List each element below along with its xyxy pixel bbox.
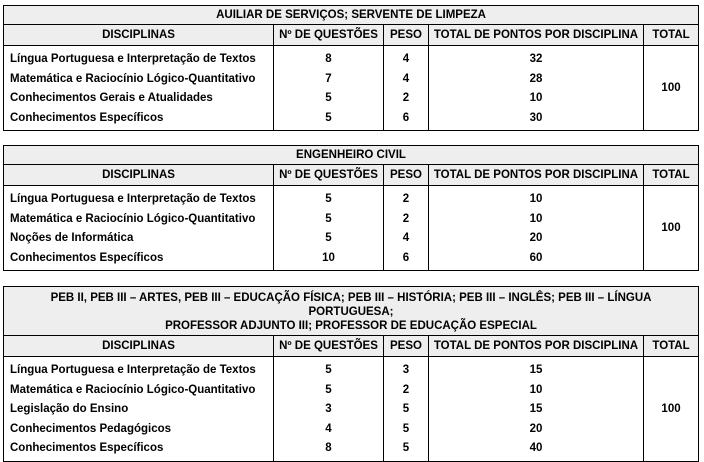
questoes-cell: 7 <box>325 72 332 85</box>
peso-cell: 5 <box>402 442 410 454</box>
header-peso: PESO <box>384 25 429 46</box>
peso-cell: 2 <box>402 92 410 104</box>
questoes-column <box>274 357 384 462</box>
peso-cell: 5 <box>402 403 410 415</box>
pontos-cell: 30 <box>529 111 543 124</box>
questoes-cell: 5 <box>325 111 332 124</box>
peso-column <box>384 186 429 271</box>
disciplina-cell: Noções de Informática <box>10 232 134 244</box>
questoes-column <box>274 46 384 131</box>
pontos-cell: 20 <box>529 422 543 435</box>
table-title-line1: PEB II, PEB III – ARTES, PEB III – EDUCAÇÃO FÍSICA; PEB III – HISTÓRIA; PEB III – INGLÊS; PEB III – LÍNGUA PORTUGUESA; <box>50 292 652 318</box>
peso-cell: 4 <box>402 232 410 244</box>
disciplina-cell: Conhecimentos Pedagógicos <box>10 422 172 435</box>
disciplina-cell: Língua Portuguesa e Interpretação de Textos <box>10 53 256 65</box>
header-total: TOTAL <box>644 336 699 357</box>
disciplina-cell: Língua Portuguesa e Interpretação de Textos <box>10 193 256 205</box>
questoes-cell: 3 <box>325 403 332 415</box>
questoes-cell: 4 <box>325 422 332 435</box>
pontos-cell: 28 <box>529 72 543 85</box>
disciplina-cell: Língua Portuguesa e Interpretação de Textos <box>10 364 256 376</box>
table-engenheiro-civil <box>3 145 698 271</box>
questoes-cell: 10 <box>322 251 335 264</box>
total-cell: 100 <box>644 46 699 131</box>
header-total: TOTAL <box>644 165 699 186</box>
peso-cell: 6 <box>402 251 410 264</box>
pontos-cell: 10 <box>529 212 543 225</box>
pontos-column <box>429 46 644 131</box>
table-auxiliar-servicos <box>3 5 698 131</box>
header-pontos: TOTAL DE PONTOS POR DISCIPLINA <box>429 165 644 186</box>
peso-cell: 3 <box>402 364 410 376</box>
header-disciplinas: DISCIPLINAS <box>4 165 274 186</box>
disciplinas-column <box>4 357 274 462</box>
header-questoes: Nº DE QUESTÕES <box>274 336 384 357</box>
disciplina-cell: Matemática e Raciocínio Lógico-Quantitativo <box>10 212 256 225</box>
header-disciplinas: DISCIPLINAS <box>4 336 274 357</box>
disciplina-cell: Conhecimentos Gerais e Atualidades <box>10 92 213 104</box>
questoes-cell: 5 <box>325 232 332 244</box>
disciplina-cell: Matemática e Raciocínio Lógico-Quantitativo <box>10 72 256 85</box>
peso-cell: 6 <box>402 111 410 124</box>
disciplina-cell: Conhecimentos Específicos <box>10 111 164 124</box>
pontos-cell: 10 <box>529 383 543 396</box>
pontos-column <box>429 186 644 271</box>
questoes-cell: 5 <box>325 92 332 104</box>
peso-column <box>384 46 429 131</box>
pontos-cell: 20 <box>529 232 543 244</box>
header-peso: PESO <box>384 336 429 357</box>
disciplina-cell: Legislação do Ensino <box>10 403 129 415</box>
disciplina-cell: Matemática e Raciocínio Lógico-Quantitativo <box>10 383 256 396</box>
pontos-cell: 10 <box>529 193 543 205</box>
header-peso: PESO <box>384 165 429 186</box>
peso-cell: 4 <box>402 72 410 85</box>
disciplina-cell: Conhecimentos Específicos <box>10 442 164 454</box>
pontos-cell: 15 <box>529 364 543 376</box>
questoes-cell: 8 <box>325 442 332 454</box>
total-cell: 100 <box>644 357 699 462</box>
table-title: AUILIAR DE SERVIÇOS; SERVENTE DE LIMPEZA <box>4 6 699 25</box>
peso-cell: 5 <box>402 422 410 435</box>
disciplina-cell: Conhecimentos Específicos <box>10 251 164 264</box>
questoes-cell: 8 <box>325 53 332 65</box>
header-questoes: Nº DE QUESTÕES <box>274 165 384 186</box>
peso-cell: 4 <box>402 53 410 65</box>
table-title <box>4 287 699 336</box>
questoes-cell: 5 <box>325 212 332 225</box>
header-pontos: TOTAL DE PONTOS POR DISCIPLINA <box>429 25 644 46</box>
pontos-cell: 10 <box>529 92 543 104</box>
pontos-cell: 60 <box>529 251 543 264</box>
header-disciplinas: DISCIPLINAS <box>4 25 274 46</box>
header-pontos: TOTAL DE PONTOS POR DISCIPLINA <box>429 336 644 357</box>
questoes-column <box>274 186 384 271</box>
table-title-line2: PROFESSOR ADJUNTO III; PROFESSOR DE EDUCAÇÃO ESPECIAL <box>165 320 537 332</box>
peso-cell: 2 <box>402 193 410 205</box>
questoes-cell: 5 <box>325 193 332 205</box>
pontos-cell: 32 <box>529 53 543 65</box>
pontos-cell: 15 <box>529 403 543 415</box>
questoes-cell: 5 <box>325 364 332 376</box>
header-questoes: Nº DE QUESTÕES <box>274 25 384 46</box>
disciplinas-column <box>4 46 274 131</box>
table-title: ENGENHEIRO CIVIL <box>4 146 699 165</box>
disciplinas-column <box>4 186 274 271</box>
header-total: TOTAL <box>644 25 699 46</box>
pontos-column <box>429 357 644 462</box>
total-cell: 100 <box>644 186 699 271</box>
pontos-cell: 40 <box>529 442 543 454</box>
table-peb-professores <box>3 286 698 462</box>
questoes-cell: 5 <box>325 383 332 396</box>
peso-column <box>384 357 429 462</box>
peso-cell: 2 <box>402 212 410 225</box>
peso-cell: 2 <box>402 383 410 396</box>
